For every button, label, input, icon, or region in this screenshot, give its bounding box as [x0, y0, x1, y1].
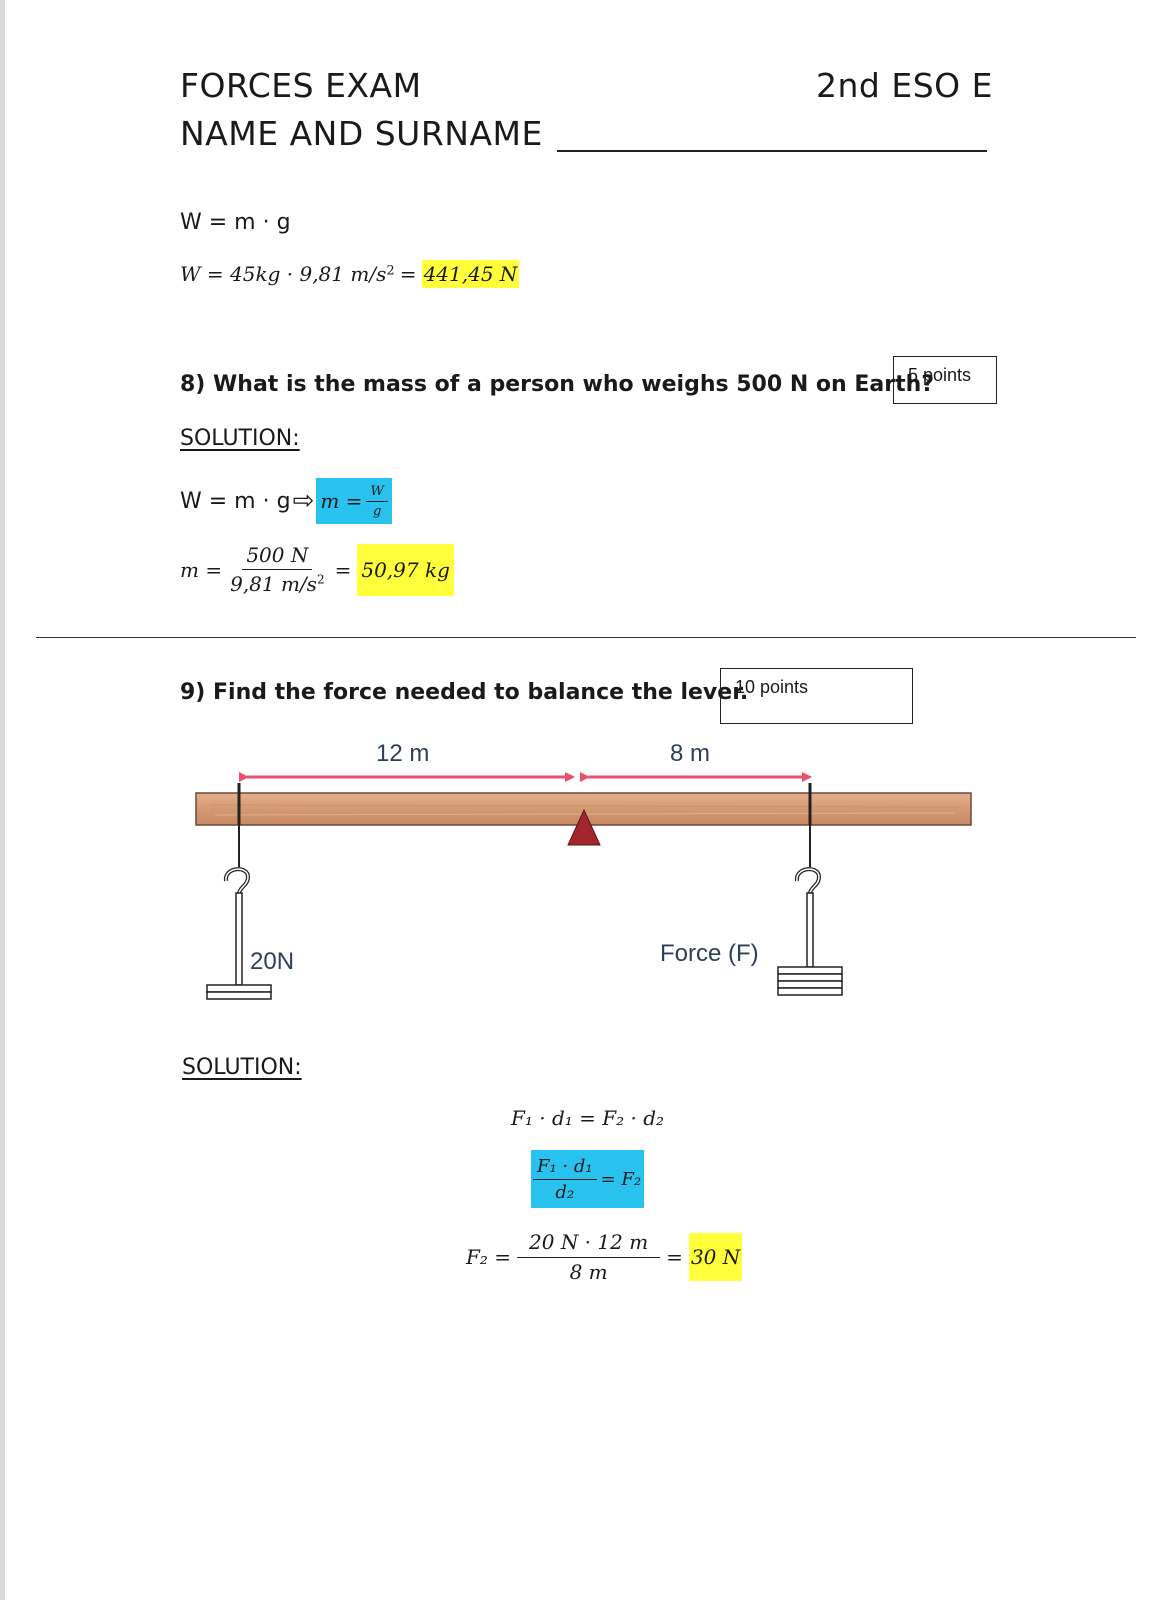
- q9-eq3-equals: =: [666, 1245, 683, 1269]
- q8-frac-den: g: [372, 503, 382, 519]
- name-label: NAME AND SURNAME: [180, 114, 543, 153]
- q9-points: 10 points: [735, 677, 809, 697]
- lever-equation: F₁ · d₁ = F₂ · d₂: [511, 1106, 665, 1130]
- q8-calc-equals: =: [334, 557, 352, 582]
- implies-arrow-icon: ⇨: [292, 486, 315, 516]
- q9-calculation: [466, 1230, 742, 1284]
- weight-calc-square: 2: [386, 263, 395, 279]
- q9-rearranged-fraction: [533, 1156, 597, 1203]
- q9-calc-fraction: [517, 1230, 660, 1284]
- weight-calc-prefix: W = 45kg · 9,81 m/s: [180, 262, 387, 286]
- q8-formula: [180, 478, 392, 524]
- q9-eq2-den: d₂: [555, 1181, 575, 1203]
- q8-points: 5 points: [908, 365, 972, 385]
- weight-calculation: [180, 262, 519, 286]
- q8-points-box: [893, 356, 997, 404]
- q8-result: 50,97 kg: [357, 544, 454, 596]
- q9-eq2-num: F₁ · d₁: [533, 1156, 597, 1180]
- q8-mass-fraction: [366, 484, 387, 519]
- q8-calc-den-square: 2: [316, 572, 325, 587]
- q9-points-box: [720, 668, 913, 724]
- q9-eq3-lhs: F₂ =: [466, 1245, 512, 1269]
- question-8: 8) What is the mass of a person who weighs 500 N on Earth?: [180, 372, 935, 397]
- left-weight-label: 20N: [250, 948, 295, 975]
- exam-title: FORCES EXAM: [180, 66, 422, 105]
- q8-mass-formula-m: m =: [320, 489, 363, 513]
- right-distance-label: 8 m: [670, 740, 711, 767]
- q8-solution-label: SOLUTION:: [180, 426, 300, 451]
- q9-eq3-den: 8 m: [569, 1260, 608, 1284]
- q8-mass-formula-highlight: [316, 478, 391, 524]
- weight-calc-equals: =: [399, 262, 417, 286]
- q8-calc-den-wrap: [226, 570, 329, 596]
- q8-calc-num: 500 N: [242, 543, 312, 570]
- lever-diagram: [0, 735, 1163, 1035]
- weight-result: 441,45 N: [423, 262, 518, 286]
- question-9: 9) Find the force needed to balance the lever.: [180, 680, 749, 705]
- q8-calc-den: 9,81 m/s: [230, 572, 317, 596]
- section-divider: [36, 637, 1136, 638]
- weight-formula: W = m · g: [180, 210, 291, 235]
- q8-formula-left: W = m · g: [180, 488, 291, 514]
- q8-calc-fraction: [226, 543, 329, 596]
- q9-eq2-rhs: = F₂: [600, 1168, 642, 1190]
- q9-solution-label: SOLUTION:: [182, 1055, 302, 1080]
- q9-result: 30 N: [689, 1233, 742, 1281]
- q8-calc-lhs: m =: [180, 557, 223, 582]
- class-label: 2nd ESO E: [816, 66, 993, 105]
- q9-rearranged-highlight: [531, 1150, 644, 1208]
- right-weight-label: Force (F): [660, 940, 759, 967]
- q8-calculation: [180, 543, 454, 596]
- q9-eq3-num: 20 N · 12 m: [517, 1230, 660, 1258]
- left-distance-label: 12 m: [376, 740, 430, 767]
- q8-frac-num: W: [366, 484, 387, 502]
- name-blank-line: [557, 150, 987, 152]
